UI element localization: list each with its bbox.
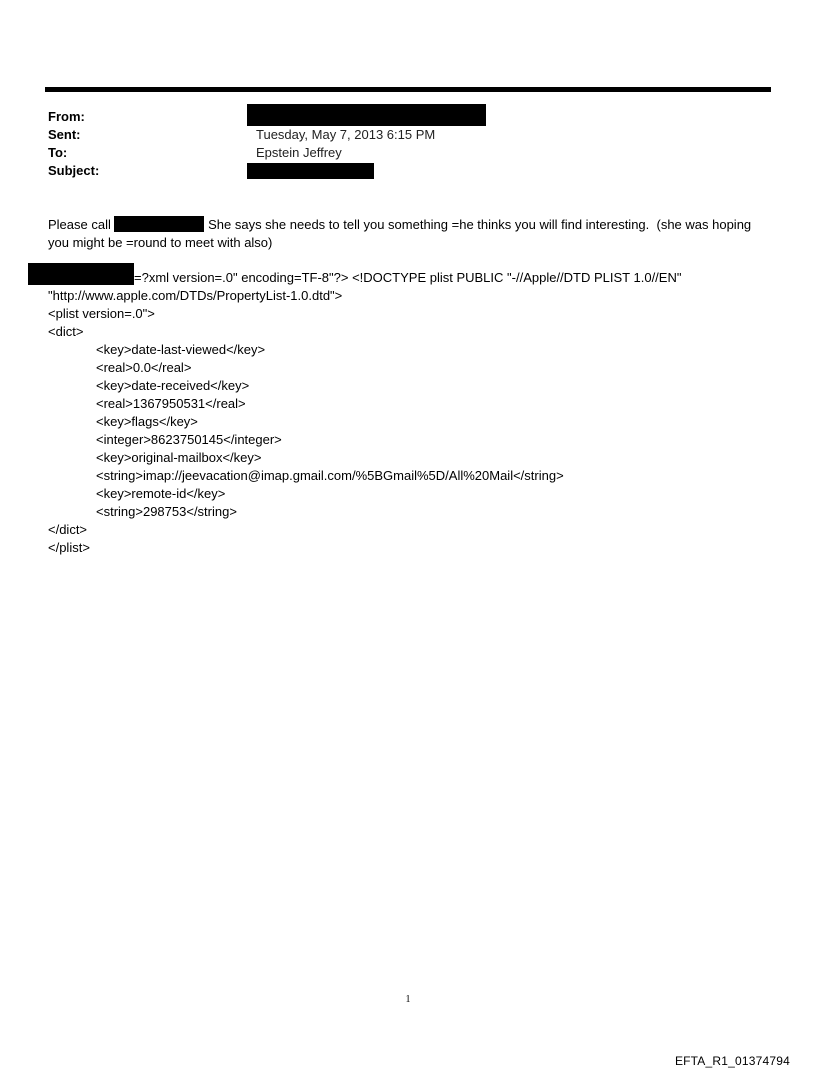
plist-entry: <key>remote-id</key>	[96, 486, 226, 501]
dict-open-tag: <dict>	[48, 324, 84, 339]
plist-entry: <string>imap://jeevacation@imap.gmail.com/%5BGmail%5D/All%20Mail</string>	[96, 468, 564, 483]
plist-entry: <string>298753</string>	[96, 504, 237, 519]
message-text-a: Please call	[48, 217, 115, 232]
to-label: To:	[48, 145, 68, 160]
plist-entry: <key>date-last-viewed</key>	[96, 342, 266, 357]
to-value: Epstein Jeffrey	[256, 145, 342, 160]
plist-redaction	[28, 263, 134, 285]
message-line-1	[48, 216, 751, 234]
plist-entry: <key>flags</key>	[96, 414, 198, 429]
plist-entry: <integer>8623750145</integer>	[96, 432, 282, 447]
dict-close-tag: </dict>	[48, 522, 88, 537]
plist-entry: <real>0.0</real>	[96, 360, 192, 375]
from-label: From:	[48, 109, 85, 124]
sent-value: Tuesday, May 7, 2013 6:15 PM	[256, 127, 436, 142]
plist-entry: <key>date-received</key>	[96, 378, 250, 393]
subject-label: Subject:	[48, 163, 100, 178]
plist-entry: <key>original-mailbox</key>	[96, 450, 262, 465]
page-number: 1	[405, 994, 411, 1005]
plist-open-tag: <plist version=.0">	[48, 306, 155, 321]
plist-dtd-line: "http://www.apple.com/DTDs/PropertyList-1.0.dtd">	[48, 288, 343, 303]
header-rule	[45, 87, 771, 92]
plist-xml-line: =?xml version=.0" encoding=TF-8"?> <!DOCTYPE plist PUBLIC "-//Apple//DTD PLIST 1.0//EN"	[134, 270, 682, 285]
sent-label: Sent:	[48, 127, 81, 142]
subject-redaction	[247, 163, 374, 179]
plist-close-tag: </plist>	[48, 540, 90, 555]
plist-entry: <real>1367950531</real>	[96, 396, 246, 411]
message-line-2: you might be =round to meet with also)	[48, 235, 273, 250]
from-redaction	[247, 104, 486, 126]
name-redaction	[114, 216, 204, 232]
document-id: EFTA_R1_01374794	[674, 1054, 790, 1068]
message-text-b: She says she needs to tell you something =he thinks you will find interesting. (she was hoping	[204, 217, 752, 232]
